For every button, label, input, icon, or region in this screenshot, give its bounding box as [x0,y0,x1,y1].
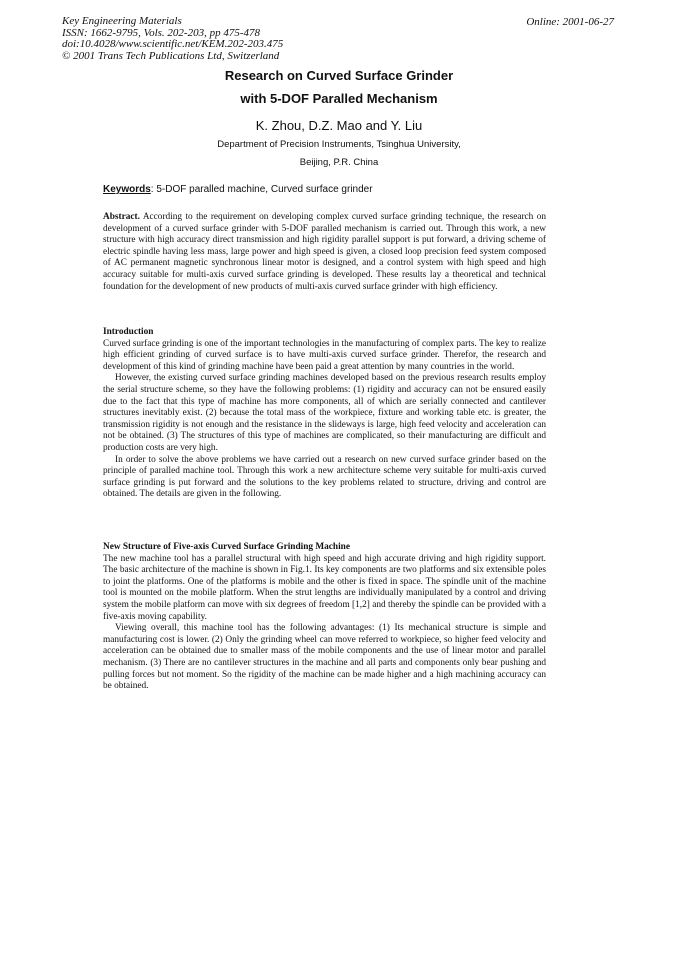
new-structure-section [103,542,546,693]
copyright-line: © 2001 Trans Tech Publications Ltd, Switzerland [62,49,280,62]
keywords-text: : 5-DOF paralled machine, Curved surface grinder [150,184,373,195]
affiliation-line-2: Beijing, P.R. China [299,157,379,168]
introduction-paragraph-2: However, the existing curved surface grinding machines developed based on the previous research results employ the serial structure scheme, so they have the following problems: (1) rigidity and accuracy can not be ensured easily due to the fact that this type of machine has more components, all of which are serially connected and cantilever structures inevitably exist. (2) because the total mass of the workpiece, fixture and working table etc. is greater, the transmission rigidity is not enough and the resistance in the slideways is large, high feed velocity and acceleration can not be obtained. (3) The structures of this type of machines are complicated, so their manufacturing are difficult and production costs are very high. [103,373,546,453]
paper-title-line-2: with 5-DOF Paralled Mechanism [240,91,438,106]
affiliation-line-1: Department of Precision Instruments, Tsinghua University, [217,139,461,150]
new-structure-paragraph-2: Viewing overall, this machine tool has the following advantages: (1) Its mechanical structure is simple and manufacturing cost is lower. (2) Only the grinding wheel can move referred to workpiece, so higher feed velocity and acceleration can be obtained due to smaller mass of the mobile components and the use of linear motor and parallel mechanism. (3) There are no cantilever structures in the machine and all parts and components only bear pushing and pulling forces but not moment. So the rigidity of the machine can be made higher and a high machining accuracy can be obtained. [103,623,546,692]
journal-name: Key Engineering Materials [62,15,182,27]
introduction-section [103,327,546,501]
new-structure-paragraph-1: The new machine tool has a parallel structural with high speed and high accurate driving and high rigidity support. The basic architecture of the machine is shown in Fig.1. Its key components are two platforms and six extensible poles to joint the platforms. One of the platforms is mobile and the other is fixed in space. The spindle unit of the machine tool is mounted on the mobile platform. When the strut lengths are individually manipulated by a control and driving system the mobile platform can move with six degrees of freedom [1,2] and thereby the spindle can be provided with a five-axis moving capability. [103,553,546,622]
authors: K. Zhou, D.Z. Mao and Y. Liu [255,118,423,133]
keywords [103,184,373,195]
abstract-section [103,212,546,293]
introduction-heading: Introduction [103,327,154,337]
introduction-paragraph-3: In order to solve the above problems we have carried out a research on new curved surface grinder based on the principle of paralled machine tool. Through this work a new architecture scheme very suitable for multi-axis curved surface grinding is put forward and the solutions to the key problems related to structure, driving and control are obtained. The details are given in the following. [103,454,546,500]
doi-line[interactable]: doi:10.4028/www.scientific.net/KEM.202-203.475 [62,38,284,50]
new-structure-heading: New Structure of Five-axis Curved Surface Grinding Machine [103,542,350,552]
introduction-paragraph-1: Curved surface grinding is one of the important technologies in the manufacturing of complex parts. The key to realize high efficient grinding of curved surface is to have multi-axis curved surface grinder. Therefor, the research and development of this kind of grinding machine have been paid a great attention by many countries in the world. [103,338,546,372]
online-date: Online: 2001-06-27 [526,16,614,28]
abstract-label: Abstract. [103,212,140,222]
keywords-label: Keywords [103,184,151,195]
abstract-text: According to the requirement on developing complex curved surface grinding technique, the research on development of a curved surface grinder with 5-DOF paralled mechanism is carried out. Through this work, a new structure with high accuracy direct transmission and high rigidity parallel support is put forward, a driving scheme of electric spindle having less mass, large power and high speed is given, a closed loop precision feed system composed of AC permanent magnetic synchronous linear motor is designed, and a control system with high speed and high accuracy suitable for multi-axis curved surface grinding is developed. These results lay a theoretical and technical foundation for the development of new products of multi-axis curved surface grinder with high efficiency. [103,212,547,292]
paper-title-line-1: Research on Curved Surface Grinder [224,68,454,83]
issn-line: ISSN: 1662-9795, Vols. 202-203, pp 475-478 [62,26,260,39]
publication-info [62,16,283,62]
